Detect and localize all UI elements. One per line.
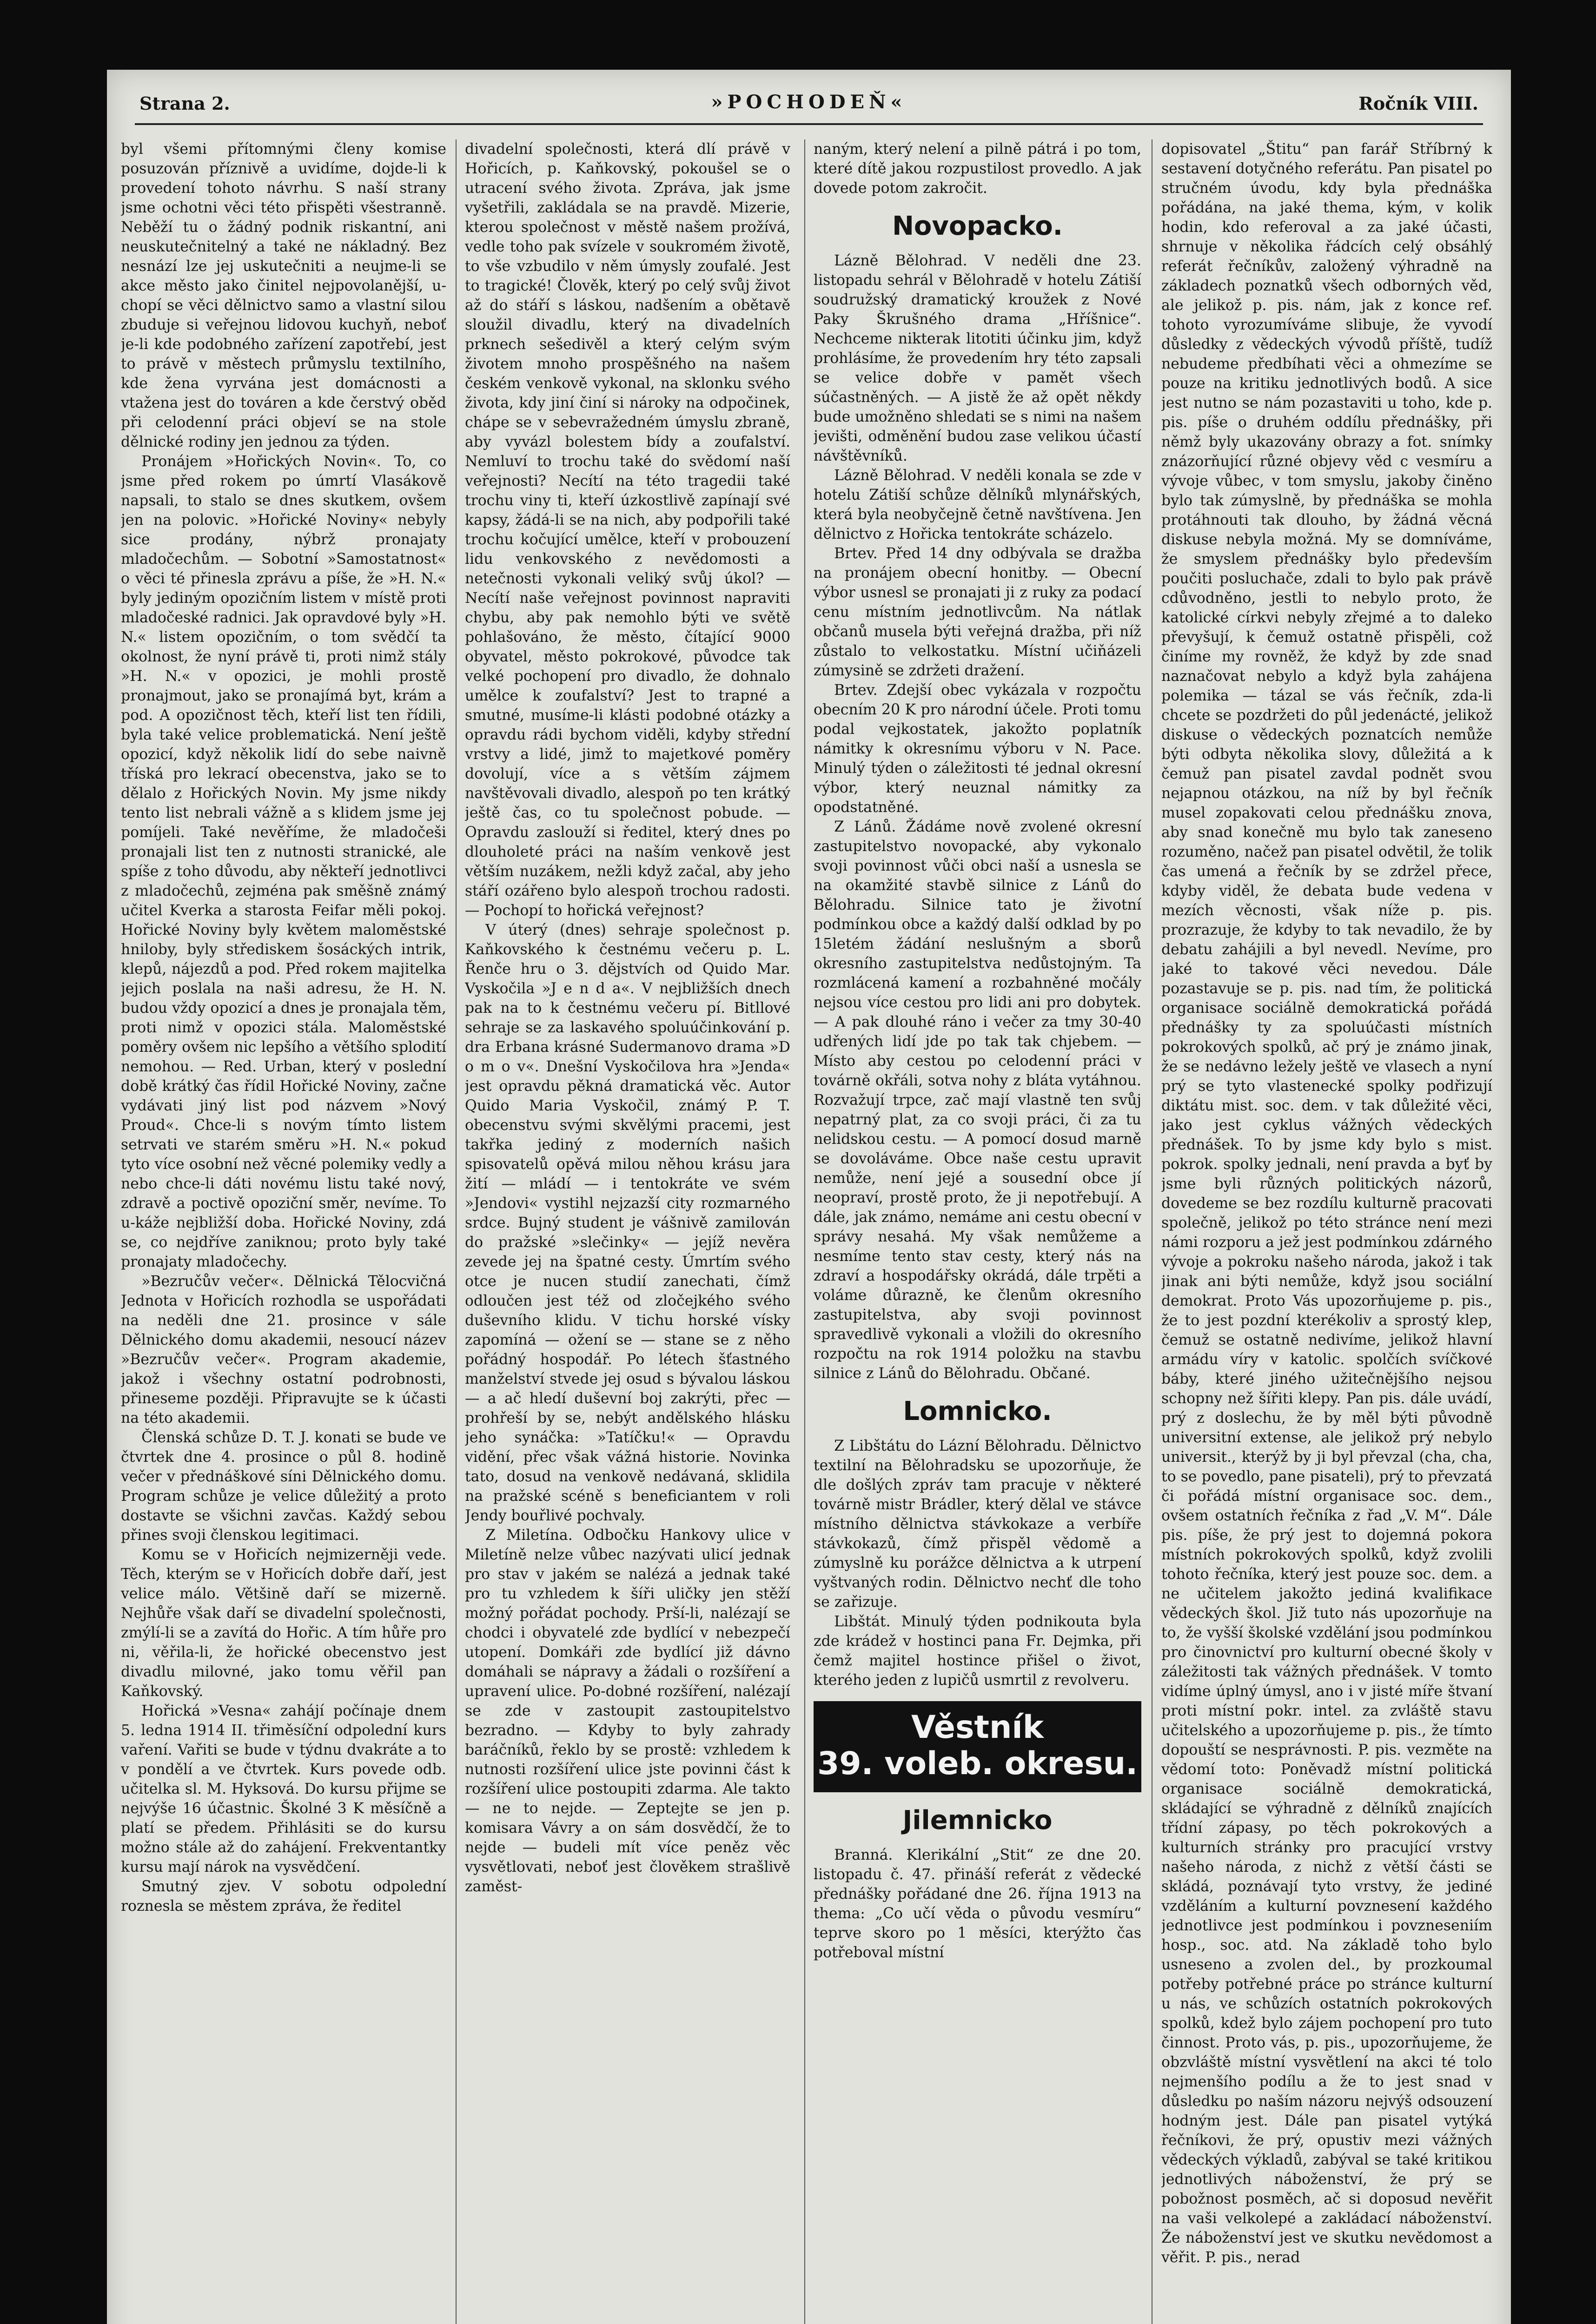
header-rule	[135, 123, 1483, 125]
article-paragraph: »Bezručův večer«. Dělnická Tělocvičná Jednota v Hořicích rozhodla se uspořádati na neděli dne 21. prosince v sále Dělnického domu akademii, nesoucí název »Bezručův večer«. Program akademie, jakož i všechny ostatní podrobnosti, přineseme později. Připravujte se k účasti na této akademii.	[121, 1273, 446, 1426]
column-3	[814, 139, 1141, 2324]
page-number: Strana 2.	[139, 93, 230, 114]
article-paragraph: Brtev. Před 14 dny odbývala se dražba na pronájem obecní honitby. — Obecní výbor usnesl se pronajati ji z ruky za podací cenu místním jednotlivcům. Na nátlak občanů musela býti veřejná dražba, při níž zůstalo to velkostatku. Místní učiňázeli zúmysině se zdržeti dražení.	[814, 545, 1141, 679]
vestnik-district: 39. voleb. okresu.	[817, 1745, 1138, 1782]
article-paragraph: Smutný zjev. V sobotu odpolední roznesla se městem zpráva, že ředitel	[121, 1878, 446, 1915]
article-paragraph: Lázně Bělohrad. V neděli dne 23. listopadu sehrál v Bělohradě v hotelu Zátiší soudružský dramatický kroužek z Nové Paky Škrušného drama „Hříšnice“. Nechceme nikterak litotiti účinku jim, když prohlásíme, že provedením hry této zapsali se velice dobře v pamět všech súčastněných. — A jistě že až opět někdy bude umožněno shledati se s nimi na našem jevišti, odměnění budou zase velikou účastí návštěvníků.	[814, 252, 1141, 464]
article-paragraph: dopisovatel „Štitu“ pan farář Stříbrný k sestavení dotyčného referátu. Pan pisatel po stručném úvodu, kdy byla přednáška pořádána, na jaké thema, kým, v kolik hodin, kdo referoval a za jaké účasti, shrnuje v několika řádcích celý obsáhlý referát řečníkův, založený výhradně na základech poznatků všech odborných věd, ale jelikož p. pis. nám, jak z konce ref. tohoto vyrozumíváme slibuje, že vyvodí důsledky z vědeckých vývodů příště, tudíž nebudeme předbíhati věci a ohmezíme se pouze na kritiku jednotlivých bodů. A sice jest nutno se nám pozastaviti u toho, kde p. pis. píše o druhém oddílu přednášky, při němž byly ukazovány obrazy a fot. snímky znázorňující různé objevy věd c vesmíru a vývoje vůbec, v tom smyslu, jakoby činěno bylo tak zúmyslně, by přednáška se mohla protáhnouti tak dlouho, by žádná věcná diskuse nebyla možná. My se domníváme, že smyslem přednášky bylo především poučiti posluchače, zdali to bylo pak právě cdůvodněno, jestli to nebylo proto, že katolické církvi nebyly zřejmé a to daleko převyšují, k čemuž ostatně přispěli, což činíme my rovněž, že když by zde snad naznačovat nebylo a když byla zahájena polemika — tázal se vás řečník, zda-li chcete se pozdržeti do půl jedenácté, jelikož diskuse o vědeckých poznatcích nemůže býti odbyta několika slovy, důležitá a k čemuž pan pisatel zavdal podnět svou nejapnou otázkou, na níž by byl řečník musel zopakovati celou přednášku znova, aby snad konečně mu bylo tak zaneseno rozuměno, načež pan pisatel odvětil, že tolik čas umená a řečník by se zdržel přece, kdyby viděl, že debata bude vedena v mezích věcnosti, však níže p. pis. prozrazuje, že kdyby to tak nevadilo, že by debatu zahájili a byl nevedl. Nevíme, pro jaké to takové věci nevedou. Dále pozastavuje se p. pis. nad tím, že politická organisace sociálně demokratická pořádá přednášky ty za spoluúčasti místních pokrokových spolků, ač prý je známo jinak, že se nedávno ležely ještě ve vlasech a nyní prý se tyto vlastenecké spolky podřizují diktátu mist. soc. dem. v tak důležité věci, jako jest cyklus vážných vědeckých přednášek. To by jsme kdy bylo s mist. pokrok. spolky jednali, není pravda a byť by jsme byli různých politických názorů, dovedeme se bez rozdílu kulturně pracovati společně, jelikož po této stránce není mezi námi rozporu a jež jest podmínkou zdárného vývoje a pokroku našeho národa, jakož i tak jinak ani býti nemůže, když jsou sociální demokrat. Proto Vás upozorňujeme p. pis., že to jest pozdní kterékoliv a sprostý klep, čemuž se ostatně nedivíme, jelikož hlavní armádu víry v katolic. spolčích svíčkové báby, které jiného užitečnějšího nejsou schopny než šířiti klepy. Pan pis. dále uvádí, prý z doslechu, že by měl býti původně universitní extense, ale jelikož prý nebylo universit., kterýž by ji byl převzal (cha, cha, to se povedlo, pane pisateli), prý to převzatá či pořádá místní organisace soc. dem., ovšem ostatních řečníka z řad „V. M“. Dále pis. píše, že prý jest to dojemná pokora místních pokrokových spolků, když zvolili tohoto řečníka, který jest pouze soc. dem. a ne učitelem jakožto jediná kvalifikace vědeckých škol. Již tuto nás upozorňuje na to, že vyšší školské vzdělání jsou podmínkou pro činovnictví pro kulturní obecné školy v záležitosti tak vážných přednášek. V tomto vidíme úplný úmysl, ano i v jisté míře štvaní proti místní pokr. intel. za zvláště stavu učitelského a upozorňujeme p. pis., že tímto dopouští se nesprávnosti. P. pis. vezměte na vědomí toto: Poněvadž místní politická organisace sociálně demokratická, skládající se výhradně z dělníků znajících třídní zápasy, po těch pokrokových a kulturních stránky pro pracující vrstvy našeho národa, z nichž z větší části se skládá, poznávají tyto vrstvy, že jediné vzděláním a kulturní povznesení každého jednotlivce jest podmínkou i povzneseniím hosp., soc. atd. Na základě toho bylo usneseno a zvolen del., by prozkoumal potřeby potřebné práce po stránce kulturní u nás, ve schůzích ostatních pokrokových spolků, kdež bylo zájem pochopení pro tuto činnost. Proto vás, p. pis., upozorňujeme, že obzvláště místní vysvětlení na akci té tolo nejmenšího podílu a že to jest snad v důsledku po naším názoru nejvýš odsouzení hodným jest. Dále pan pisatel vytýká řečníkovi, že prý, opustiv mezi vážných vědeckých výkladů, zabýval se také kritikou jednotlivých náboženství, že prý se pobožnost posměch, ač si doposud nevěřit na vaši velkolepé a zakládací náboženství. Že náboženství jest ve skutku nevědomost a věřit. P. pis., nerad	[1161, 141, 1492, 2266]
column-1	[121, 139, 446, 2324]
article-paragraph: byl všemi přítomnými členy komise posuzován příznivě a uvidíme, dojde-li k provedení tohoto návrhu. S naší strany jsme ochotni věci této přispěti všestranně. Neběží tu o žádný podnik riskantní, ani neuskutečnitelný a také ne nákladný. Bez nesnází lze jej uskutečniti a neujme-li se akce město jako činitel nejpovolanější, u-chopí se věci dělnictvo samo a vlastní silou zbuduje si veřejnou lidovou kuchyň, neboť je-li kde podobného zařízení zapotřebí, jest to právě v městech průmyslu textilního, kde žena vyrvána jest domácnosti a vtažena jest do továren a kde čerstvý oběd při celodenní práci objeví se na stole dělnické rodiny jen jednou za týden.	[121, 141, 446, 450]
article-paragraph: Komu se v Hořicích nejmizerněji vede. Těch, kterým se v Hořicích dobře daří, jest velice málo. Většině daří se mizerně. Nejhůře však daří se divadelní společnosti, zmýlí-li se a zavítá do Hořic. A tím hůře pro ni, věřila-li, že hořické obecenstvo jest divadlu milovné, jako tomu věřil pan Kaňkovský.	[121, 1546, 446, 1700]
article-paragraph: Hořická »Vesna« zahájí počínaje dnem 5. ledna 1914 II. třiměsíční odpolední kurs vaření. Vařiti se bude v týdnu dvakráte a to v pondělí a ve čtvrtek. Kurs povede odb. učitelka sl. M. Hyksová. Do kursu přijme se nejvýše 16 účastnic. Školné 3 K měsíčně a platí se předem. Přihlásiti se do kursu možno stále až do zahájení. Frekventantky kursu mají nárok na vysvědčení.	[121, 1703, 446, 1875]
article-paragraph: Lázně Bělohrad. V neděli konala se zde v hotelu Zátiší schůze dělníků mlynářských, která byla neobyčejně četně navštívena. Jen dělnictvo z Hořicka tentokráte scházelo.	[814, 467, 1141, 542]
newspaper-page	[107, 70, 1511, 2324]
page-header	[139, 88, 1478, 121]
article-paragraph: Libštát. Minulý týden podnikouta byla zde krádež v hostinci pana Fr. Dejmka, při čemž majitel hostince přišel o život, kterého jeden z lupičů usmrtil z revolveru.	[814, 1613, 1141, 1689]
article-paragraph: Brtev. Zdejší obec vykázala v rozpočtu obecním 20 K pro národní účele. Proti tomu podal vejkostatek, jakožto poplatník námitky k okresnímu výboru v N. Pace. Minulý týden o záležitosti té jednal okresní výbor, který neuznal námitky za opodstatněné.	[814, 682, 1141, 816]
volume-label: Ročník VIII.	[1358, 93, 1478, 114]
vestnik-title: Věstník	[911, 1709, 1044, 1746]
article-paragraph: naným, který nelení a pilně pátrá i po tom, které dítě jakou rozpustilost provedlo. A jak dovede potom zakročit.	[814, 141, 1141, 197]
article-paragraph: V úterý (dnes) sehraje společnost p. Kaňkovského k čestnému večeru p. L. Řenče hru o 3. dějstvích od Quido Mar. Vyskočila »J e n d a«. V nejbližších dnech pak na to k čestnému večeru pí. Bitllové sehraje se za laskavého spoluúčinkování p. dra Erbana krásné Sudermanovo drama »D o m o v«. Dnešní Vyskočilova hra »Jenda« jest opravdu pěkná dramatická věc. Autor Quido Maria Vyskočil, známý P. T. obecenstvu svými skvělými pracemi, jest takřka jediný z moderních našich spisovatelů opěvá milou něhou krásu jara žití — mládí — i tentokráte ve svém »Jendovi« vystihl nejzazší city rozmarného srdce. Bujný student je vášnivě zamilován do pražské »slečinky« — jejíž nevěra zevede jej na špatné cesty. Úmrtím svého otce je nucen studií zanechati, čímž odloučen jest též od zločejkého svého duševního klidu. V tichu horské vísky zapomíná — ožení se — stane se z něho pořádný hospodář. Po létech šťastného manželství stvede jej osud s bývalou láskou — a ač hledí duševní boj zakrýti, přec — prohřeší by se, nebýt andělského hlásku jeho synáčka: »Tatíčku!« — Opravdu vidění, přec však vážná historie. Novinka tato, dosud na venkově nedávaná, sklidila na pražské scéně s beneficiantem v roli Jendy bouřlivé pochvaly.	[465, 922, 790, 1524]
column-2	[465, 139, 790, 2324]
column-4	[1161, 139, 1492, 2324]
column-divider	[804, 139, 805, 2324]
newspaper-title: »POCHODEŇ«	[711, 91, 907, 113]
article-paragraph: divadelní společnosti, která dlí právě v Hořicích, p. Kaňkovský, pokoušel se o utracení svého života. Zpráva, jak jsme vyšetřili, zakládala se na pravdě. Mizerie, kterou společnost v městě našem prožívá, vedle toho pak svízele v soukromém životě, to vše vzbudilo v něm úmysly zoufalé. Jest to tragické! Člověk, který po celý svůj život až do stáří s láskou, nadšením a obětavě sloužil divadlu, který na divadelních prknech sešedivěl a který celým svým životem mnoho prospěšného na našem českém venkově vykonal, na sklonku svého života, kdy jiní činí si nároky na odpočinek, chápe se v sebevražedném úmyslu zbraně, aby vyvázl bolestem bídy a zoufalství. Nemluví to trochu také do svědomí naší veřejnosti? Necítí na této tragedii také trochu viny ti, kteří úzkostlivě zapínají své kapsy, žádá-li se na nich, aby podpořili také trochu kočující umělce, kteří v probouzení lidu venkovského z nevědomosti a netečnosti vykonali veliký svůj úkol? — Necítí naše veřejnost povinnost napraviti chybu, aby pak nemohlo býti ve světě pohlašováno, že město, čítající 9000 obyvatel, město pokrokové, původce tak velké pochopení pro divadlo, že dohnalo umělce k zoufalství? Jest to trapné a smutné, musíme-li klásti podobné otázky a opravdu rádi bychom viděli, kdyby střední vrstvy a lidé, jimž to majetkové poměry dovolují, více a s větším zájmem navštěvovali divadlo, alespoň po ten krátký ještě čas, co tu společnost pobude. — Opravdu zaslouží si ředitel, který dnes po dlouholeté práci na naším venkově jest větším nuzákem, nežli když začal, aby jeho stáří ozářeno bylo alespoň trochou radosti. — Pochopí to hořická veřejnost?	[465, 141, 790, 919]
section-heading-jilemnicko: Jilemnicko	[902, 1805, 1053, 1835]
section-heading-novopacko: Novopacko.	[892, 211, 1063, 241]
section-heading-lomnicko: Lomnicko.	[903, 1396, 1052, 1426]
article-paragraph: Pronájem »Hořických Novin«. To, co jsme před rokem po úmrtí Vlasákově napsali, to stalo se dnes skutkem, ovšem jen na polovic. »Hořické Noviny« nebyly sice prodány, nýbrž pronajaty mladočechům. — Sobotní »Samostatnost« o věci té přinesla zprávu a píše, že »H. N.« byly jediným opozičním listem v místě proti mladočeské radnici. Jak opravdové byly »H. N.« listem opozičním, o tom svědčí ta okolnost, že nyní právě ti, proti nimž stály »H. N.« v opozici, je mohli prostě pronajmout, jako se pronajímá byt, krám a pod. A opozičnost těch, kteří list ten řídili, byla také velice problematická. Není ještě opozicí, když několik lidí do sebe naivně tříská pro lekrací obecenstva, jako se to dělalo z Hořických Novin. My jsme nikdy tento list nebrali vážně a s klidem jsme jej pomíjeli. Také nevěříme, že mladočeši pronajali list ten z nutnosti stranické, ale spíše z toho důvodu, aby někteří jednotlivci z mladočechů, zejména pak směšně známý učitel Kverka a starosta Feifar měli pokoj. Hořické Noviny byly květem maloměstské hniloby, byly střediskem šosáckých intrik, klepů, nájezdů a pod. Před rokem majitelka jejich poslala na naši adresu, že H. N. budou vždy opozicí a dnes je pronajala těm, proti nimž v opozici stála. Maloměstské poměry ovšem nic lepšího a většího splodití nemohou. — Red. Urban, který v poslední době krátký čas řídil Hořické Noviny, začne vydávati jiný list pod názvem »Nový Proud«. Chce-li s novým tímto listem setrvati ve starém směru »H. N.« pokud tyto více osobní než věcné polemiky vedly a nebo chce-li dáti novému listu také nový, zdravě a poctivě opoziční směr, nevíme. To u-káže nejbližší doba. Hořické Noviny, zdá se, co nejdříve zaniknou; proto byly také pronajaty mladočechy.	[121, 453, 446, 1270]
article-paragraph: Z Libštátu do Lázní Bělohradu. Dělnictvo textilní na Bělohradsku se upozorňuje, že dle došlých zpráv tam pracuje v některé továrně mistr Brádler, který dělal ve stávce místního dělnictva stávkokaze a verbíře stávkokazů, čímž přispěl vědomě a zúmyslně ku porážce dělnictva a k utrpení vyštvaných rodin. Dělnictvo nechť dle toho se zařizuje.	[814, 1438, 1141, 1611]
article-paragraph: Z Lánů. Žádáme nově zvolené okresní zastupitelstvo novopacké, aby vykonalo svoji povinnost vůči obci naší a usnesla se na okamžité stavbě silnice z Lánů do Bělohradu. Silnice tato je životní podmínkou obce a každý další odklad by po 15letém žádání neslušným a sborů okresního zastupitelstva nedůstojným. Ta rozmlácená kamení a rozbahněné močály nejsou více cestou pro lidi ani pro dobytek. — A pak dlouhé ráno i večer za tmy 30-40 udřených lidí jde po tak tak chjebem. — Místo aby cestou po celodenní práci v továrně okřáli, sotva nohy z bláta vytáhnou. Rozvažují trpce, zač mají vlastně ten svůj nepatrný plat, za co svoji práci, či za tu nelidskou cestu. — A pomocí dosud marně se dovoláváme. Obce naše cestu upravit nemůže, není jejé a sousední obce jí neopraví, prostě proto, že ji nepotřebují. A dále, jak známo, nemáme ani cestu obecní v správy nesahá. My však nemůžeme a nesmíme tento stav cesty, který nás na zdraví a hospodářsky okrádá, dále trpěti a voláme důrazně, ke členům okresního zastupitelstva, aby svoji povinnost spravedlivě vykonali a vložili do okresního rozpočtu na rok 1914 položku na stavbu silnice z Lánů do Bělohradu. Občané.	[814, 819, 1141, 1382]
article-paragraph: Členská schůze D. T. J. konati se bude ve čtvrtek dne 4. prosince o půl 8. hodině večer v přednáškové síni Dělnického domu. Program schůze je velice důležitý a proto dostavte se všichni zavčas. Každý sebou přines svoji členskou legitimaci.	[121, 1429, 446, 1544]
vestnik-banner	[814, 1701, 1141, 1792]
article-paragraph: Branná. Klerikální „Stit“ ze dne 20. listopadu č. 47. přináší referát z vědecké přednášky pořádané dne 26. října 1913 na thema: „Co učí věda o původu vesmíru“ teprve skoro po 1 měsíci, kterýžto čas potřeboval místní	[814, 1847, 1141, 1961]
column-divider	[456, 139, 457, 2324]
article-paragraph: Z Miletína. Odbočku Hankovy ulice v Miletíně nelze vůbec nazývati ulicí jednak pro stav v jakém se nalézá a jednak také pro tu vzhledem k šíři uličky jen stěží možný pořádat pochody. Prší-li, nalézají se chodci i obyvatelé zde bydlící v nebezpečí utopení. Domkáři zde bydlící již dávno domáhali se nápravy a žádali o rozšíření a upravení ulice. Po-dobné rozšíření, nalézají se zde v zastoupit zastoupitelstvo bezradno. — Kdyby to byly zahrady baráčníků, řeklo by se prostě: vzhledem k nutnosti rozšíření ulice jste povinni část k rozšíření ulice postoupiti zdarma. Ale takto — ne to nejde. — Zeptejte se jen p. komisara Vávry a on sám dosvědčí, že to nejde — budeli mít více peněz věc vysvětlovati, neboť jest člověkem strašlivě zaměst-	[465, 1527, 790, 1895]
